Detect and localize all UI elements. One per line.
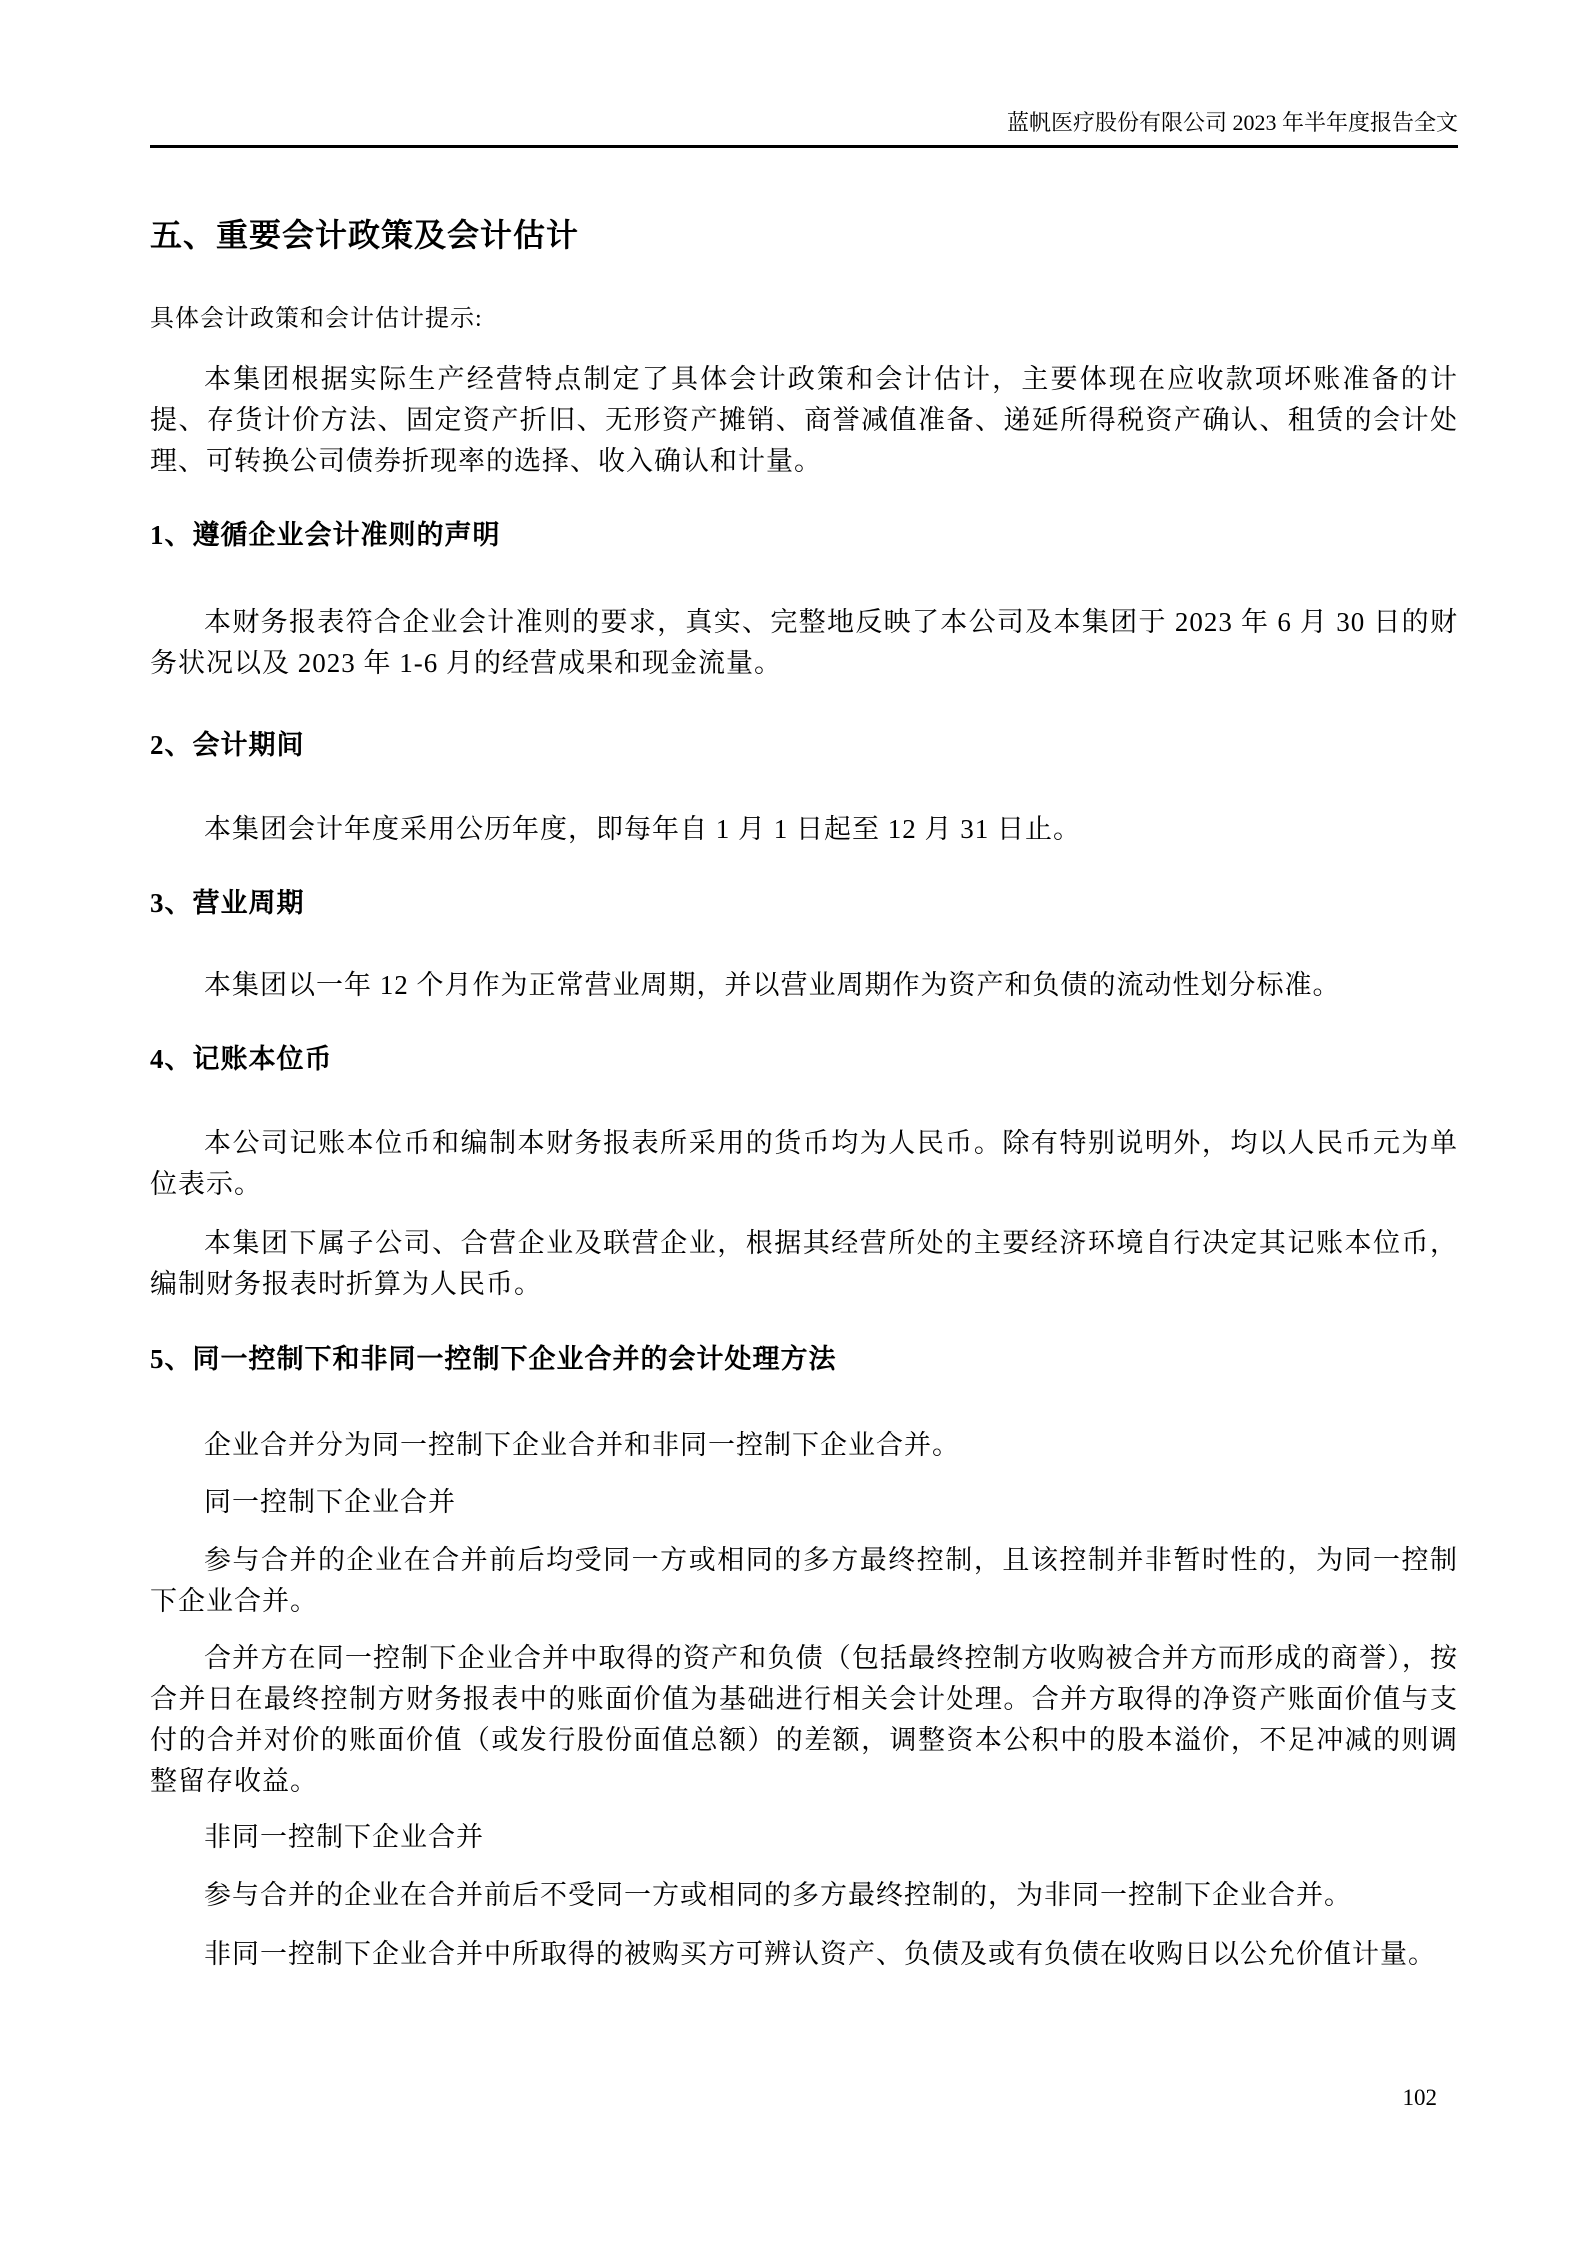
section-5-paragraph-5: 非同一控制下企业合并 xyxy=(204,1822,484,1852)
intro-label: 具体会计政策和会计估计提示: xyxy=(150,306,483,332)
section-5-paragraph-7: 非同一控制下企业合并中所取得的被购买方可辨认资产、负债及或有负债在收购日以公允价值计量。 xyxy=(204,1939,1436,1969)
section-heading-2: 2、会计期间 xyxy=(150,730,305,760)
section-1-paragraph: 本财务报表符合企业会计准则的要求，真实、完整地反映了本公司及本集团于 2023 年 6 月 30 日的财务状况以及 2023 年 1-6 月的经营成果和现金流量。 xyxy=(150,607,1458,678)
section-5-paragraph-2: 同一控制下企业合并 xyxy=(204,1487,456,1517)
section-heading-5: 5、同一控制下和非同一控制下企业合并的会计处理方法 xyxy=(150,1344,837,1374)
section-heading-3: 3、营业周期 xyxy=(150,888,305,918)
section-2-paragraph: 本集团会计年度采用公历年度，即每年自 1 月 1 日起至 12 月 31 日止。 xyxy=(204,814,1081,844)
header-title: 蓝帆医疗股份有限公司 2023 年半年度报告全文 xyxy=(1006,110,1458,135)
intro-paragraph: 本集团根据实际生产经营特点制定了具体会计政策和会计估计，主要体现在应收款项坏账准备的计提、存货计价方法、固定资产折旧、无形资产摊销、商誉减值准备、递延所得税资产确认、租赁的会计处理、可转换公司债券折现率的选择、收入确认和计量。 xyxy=(150,364,1458,476)
section-5-paragraph-6: 参与合并的企业在合并前后不受同一方或相同的多方最终控制的，为非同一控制下企业合并。 xyxy=(204,1880,1352,1910)
document-content xyxy=(150,0,1458,1975)
section-heading-4: 4、记账本位币 xyxy=(150,1044,333,1074)
section-4-paragraph-2: 本集团下属子公司、合营企业及联营企业，根据其经营所处的主要经济环境自行决定其记账本位币，编制财务报表时折算为人民币。 xyxy=(150,1228,1458,1299)
section-5-paragraph-4: 合并方在同一控制下企业合并中取得的资产和负债（包括最终控制方收购被合并方而形成的商誉），按合并日在最终控制方财务报表中的账面价值为基础进行相关会计处理。合并方取得的净资产账面价值与支付的合并对价的账面价值（或发行股份面值总额）的差额，调整资本公积中的股本溢价，不足冲减的则调整留存收益。 xyxy=(150,1643,1458,1796)
page-number: 102 xyxy=(1402,2085,1437,2110)
section-heading-1: 1、遵循企业会计准则的声明 xyxy=(150,520,501,550)
section-3-paragraph: 本集团以一年 12 个月作为正常营业周期，并以营业周期作为资产和负债的流动性划分标准。 xyxy=(204,970,1341,1000)
section-5-paragraph-3: 参与合并的企业在合并前后均受同一方或相同的多方最终控制，且该控制并非暂时性的，为同一控制下企业合并。 xyxy=(150,1545,1458,1616)
section-5-paragraph-1: 企业合并分为同一控制下企业合并和非同一控制下企业合并。 xyxy=(204,1430,960,1460)
chapter-title: 五、重要会计政策及会计估计 xyxy=(150,217,580,253)
section-4-paragraph-1: 本公司记账本位币和编制本财务报表所采用的货币均为人民币。除有特别说明外，均以人民币元为单位表示。 xyxy=(150,1128,1458,1199)
